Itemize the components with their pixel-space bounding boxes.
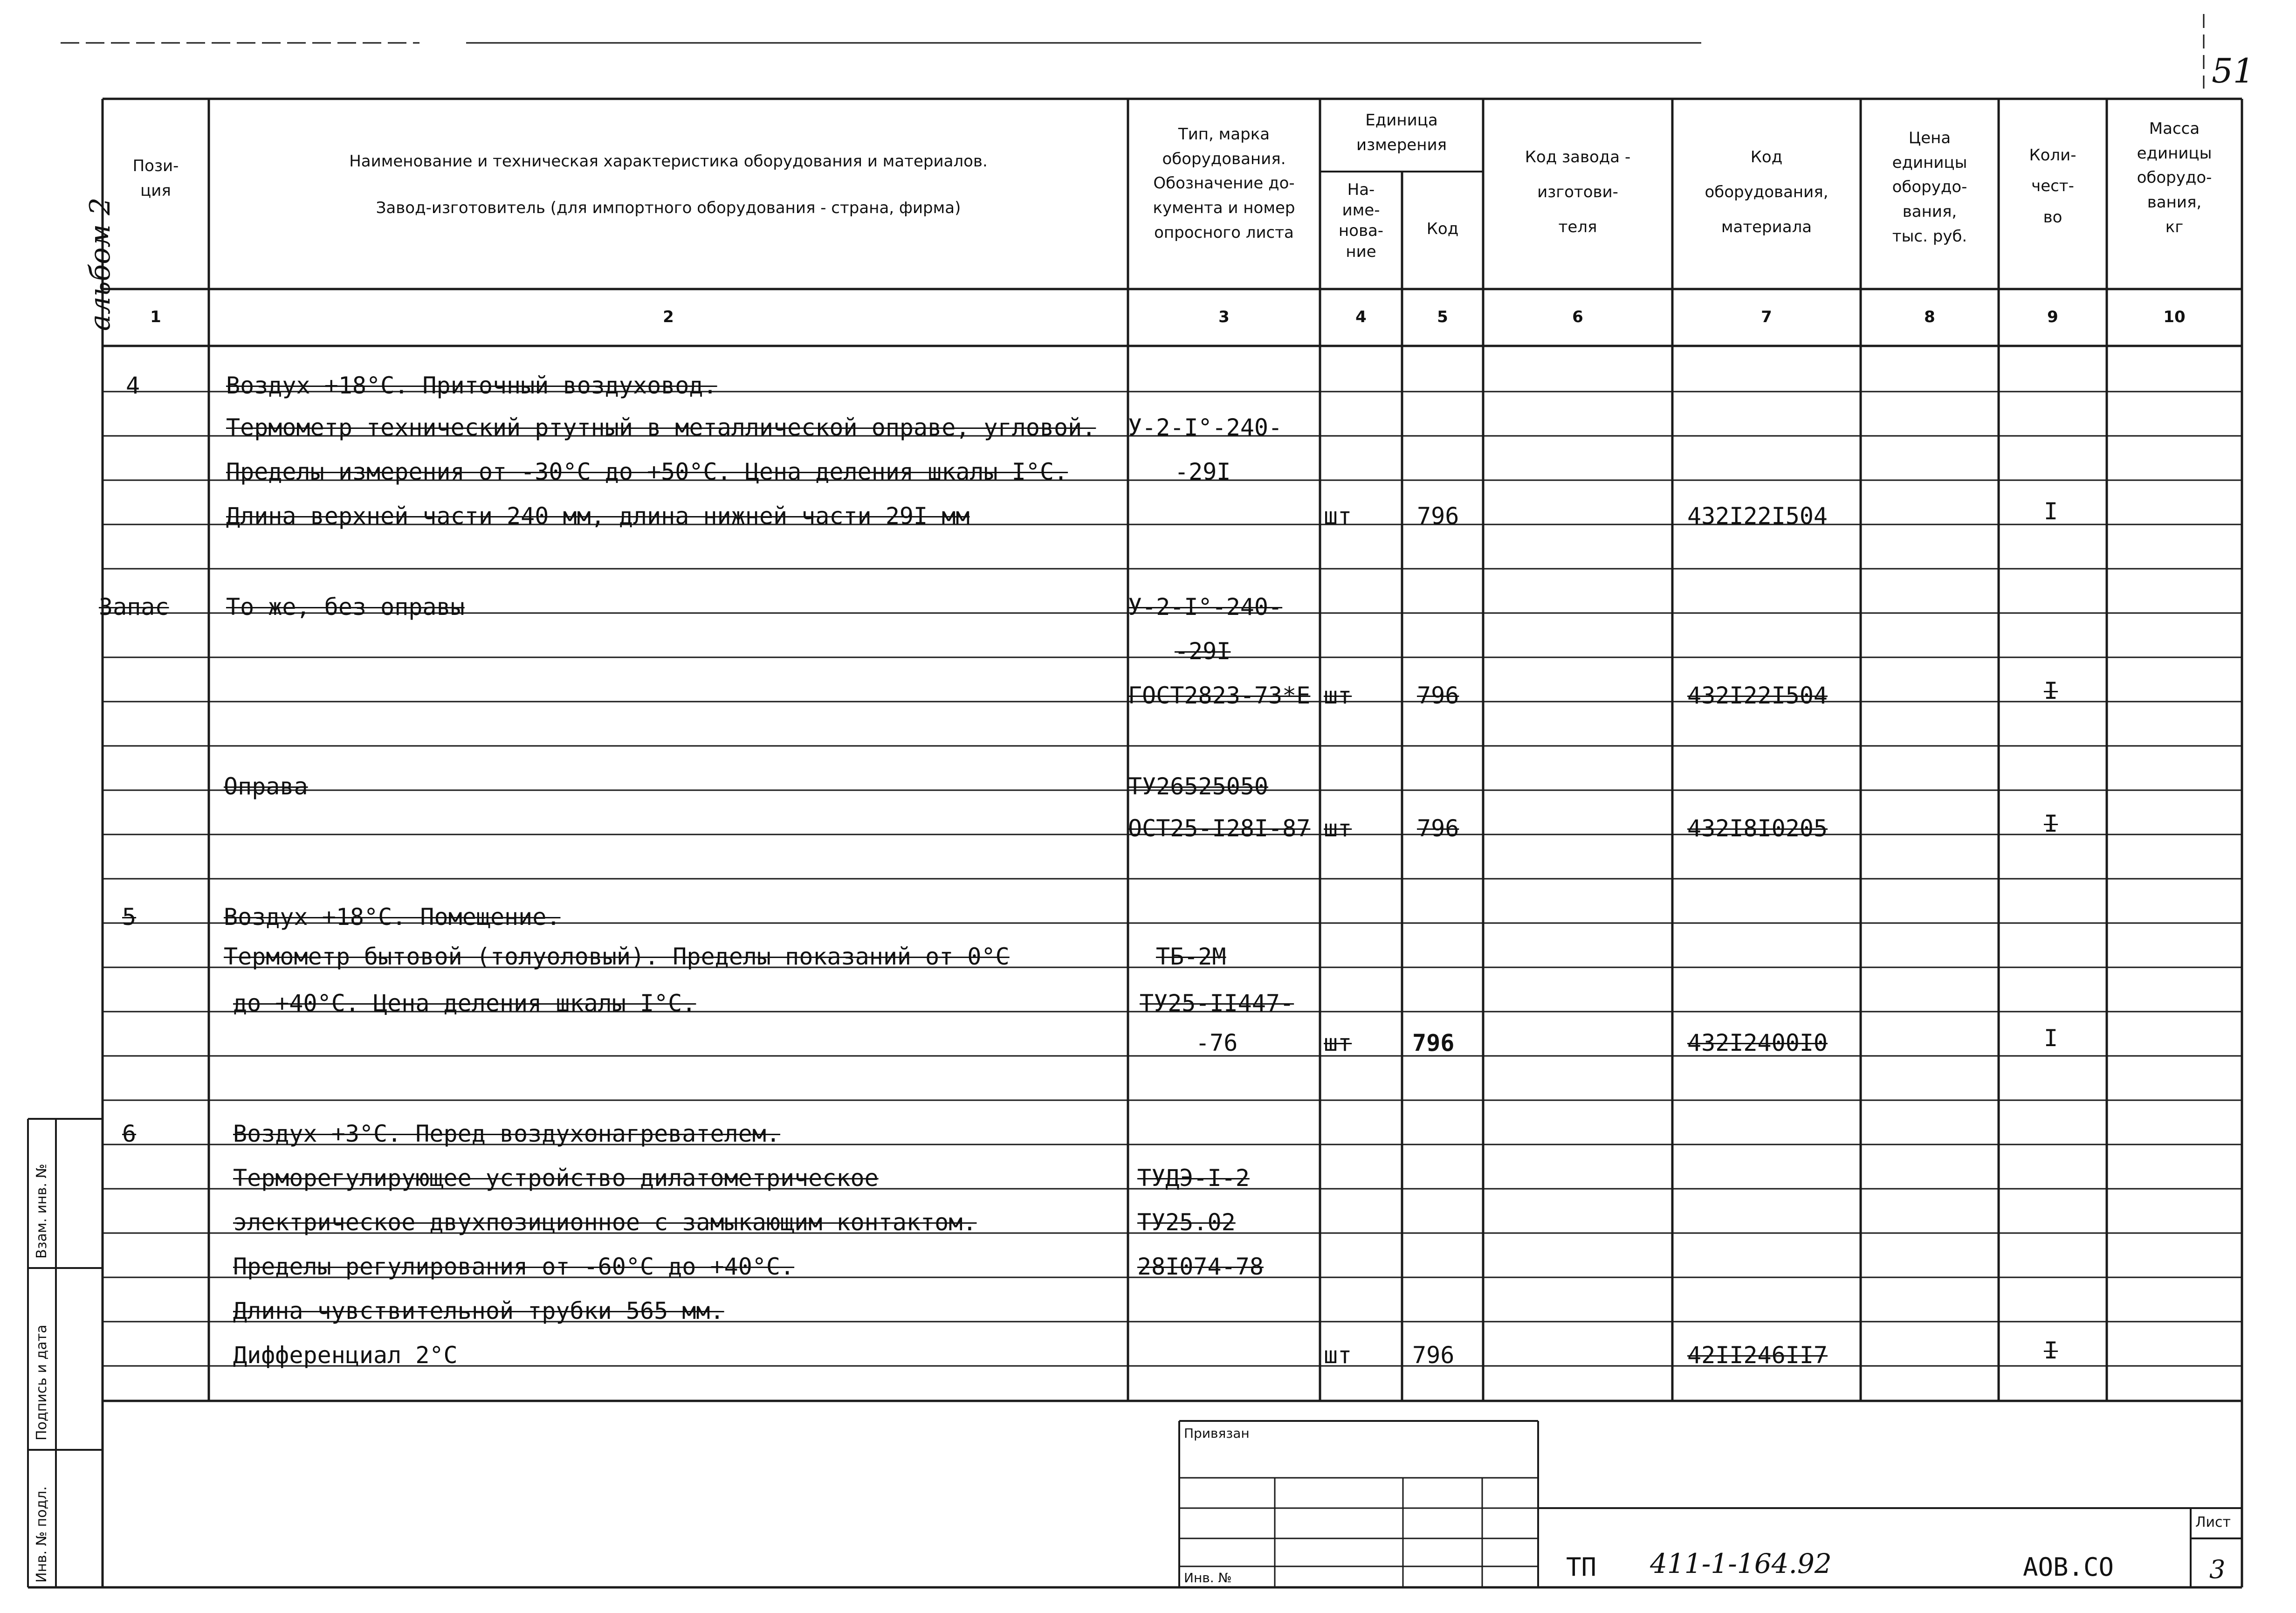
type-cell: ТБ-2М: [1156, 943, 1226, 970]
header-name-line2: Завод-изготовитель (для импортного оборудования - страна, фирма): [376, 199, 961, 217]
position-cell: 6: [122, 1120, 137, 1147]
item-name: Воздух +18°С. Помещение.: [224, 903, 561, 931]
type-cell: -76: [1196, 1029, 1238, 1056]
header-unit-code: Код: [1426, 220, 1459, 238]
stamp-inv-no: Инв. №: [1184, 1570, 1232, 1585]
header-quantity: Коли- чест- во: [2029, 146, 2076, 227]
unit-name-cell: шт: [1324, 503, 1352, 530]
column-number: 1: [150, 308, 161, 326]
item-name: Термометр технический ртутный в металлической оправе, угловой.: [226, 414, 1096, 441]
position-cell: 4: [126, 372, 140, 399]
type-cell: ТУ25.02: [1137, 1209, 1236, 1236]
type-cell: ГОСТ2823-73*Е: [1128, 682, 1311, 709]
type-cell: ТУ25-II447-: [1140, 990, 1294, 1017]
equipment-code-cell: 432I8I0205: [1687, 815, 1828, 842]
side-label-original-inv: Инв. № подл.: [34, 1486, 50, 1583]
header-position: Пози- ция: [132, 157, 179, 200]
item-name: Пределы регулирования от -60°С до +40°С.: [233, 1253, 795, 1280]
unit-code-cell: 796: [1412, 1342, 1455, 1369]
item-name: Длина чувствительной трубки 565 мм.: [233, 1297, 724, 1324]
unit-code-cell: 796: [1417, 503, 1459, 530]
stamp-sheet-label: Лист: [2195, 1514, 2231, 1530]
header-mass: Масса единицы оборудо- вания, кг: [2137, 119, 2212, 236]
header-unit-group: Единица измерения: [1356, 111, 1447, 154]
item-name: Воздух +3°С. Перед воздухонагревателем.: [233, 1120, 780, 1147]
type-cell: -29I: [1175, 638, 1231, 665]
column-number: 4: [1355, 308, 1367, 326]
side-label-replaced-inv: Взам. инв. №: [34, 1164, 50, 1259]
item-name: Оправа: [224, 773, 308, 800]
unit-name-cell: шт: [1324, 1029, 1352, 1056]
item-name: То же, без оправы: [226, 593, 465, 620]
unit-name-cell: шт: [1324, 1342, 1352, 1369]
unit-code-cell: 796: [1412, 1029, 1455, 1056]
quantity-cell: I: [2044, 498, 2058, 525]
quantity-cell: I: [2044, 677, 2058, 704]
header-equipment-code: Код оборудования, материала: [1705, 148, 1829, 236]
equipment-code-cell: 432I22I504: [1687, 682, 1828, 709]
type-cell: ТУДЭ-I-2: [1137, 1165, 1250, 1192]
item-name: Воздух +18°С. Приточный воздуховод.: [226, 372, 717, 399]
header-factory-code: Код завода - изготови- теля: [1525, 148, 1631, 236]
equipment-code-cell: 42II246II7: [1687, 1342, 1828, 1369]
type-cell: У-2-I°-240-: [1128, 593, 1283, 620]
quantity-cell: I: [2044, 810, 2058, 837]
stamp-doc-number: 411-1-164.92: [1650, 1548, 1832, 1579]
equipment-code-cell: 432I22I504: [1687, 503, 1828, 530]
header-price: Цена единицы оборудо- вания, тыс. руб.: [1892, 129, 1967, 246]
type-cell: ТУ26525050: [1128, 773, 1269, 800]
item-name: до +40°С. Цена деления шкалы I°С.: [233, 990, 696, 1017]
unit-code-cell: 796: [1417, 815, 1459, 842]
type-cell: ОСТ25-I28I-87: [1128, 815, 1311, 842]
quantity-cell: I: [2044, 1337, 2058, 1364]
column-number: 7: [1761, 308, 1772, 326]
position-cell: 5: [122, 903, 137, 931]
stamp-doc-prefix: ТП: [1566, 1552, 1597, 1582]
stamp-sheet-value: 3: [2209, 1555, 2226, 1584]
stamp-privyazan: Привязан: [1184, 1426, 1250, 1441]
position-cell: Запас: [99, 593, 169, 620]
item-name: Терморегулирующее устройство дилатометрическое: [233, 1165, 879, 1192]
column-number: 6: [1572, 308, 1583, 326]
item-name: Термометр бытовой (толуоловый). Пределы показаний от 0°С: [224, 943, 1010, 970]
unit-code-cell: 796: [1417, 682, 1459, 709]
column-number: 10: [2163, 308, 2186, 326]
column-number: 5: [1437, 308, 1448, 326]
type-cell: 28I074-78: [1137, 1253, 1264, 1280]
column-number: 8: [1924, 308, 1935, 326]
quantity-cell: I: [2044, 1025, 2058, 1052]
item-name: электрическое двухпозиционное с замыкающим контактом.: [233, 1209, 977, 1236]
column-number: 9: [2047, 308, 2058, 326]
unit-name-cell: шт: [1324, 682, 1352, 709]
header-name-line1: Наименование и техническая характеристика оборудования и материалов.: [349, 152, 988, 171]
item-name: Пределы измерения от -30°С до +50°С. Цена деления шкалы I°С.: [226, 458, 1068, 485]
side-label-signature-date: Подпись и дата: [34, 1324, 50, 1441]
album-mark: альбом 2: [84, 197, 117, 331]
page-number: 51: [2212, 51, 2255, 90]
item-name: Длина верхней части 240 мм, длина нижней части 29I мм: [226, 503, 970, 530]
column-number: 3: [1218, 308, 1230, 326]
header-type: Тип, марка оборудования. Обозначение до- кумента и номер опросного листа: [1153, 125, 1295, 242]
unit-name-cell: шт: [1324, 815, 1352, 842]
type-cell: -29I: [1175, 458, 1231, 485]
header-unit-name: На- име- нова- ние: [1338, 180, 1384, 261]
column-number: 2: [663, 308, 674, 326]
type-cell: У-2-I°-240-: [1128, 414, 1283, 441]
item-name: Дифференциал 2°С: [233, 1342, 458, 1369]
stamp-doc-code: АОВ.СО: [2023, 1552, 2114, 1582]
equipment-code-cell: 432I2400I0: [1687, 1029, 1828, 1056]
